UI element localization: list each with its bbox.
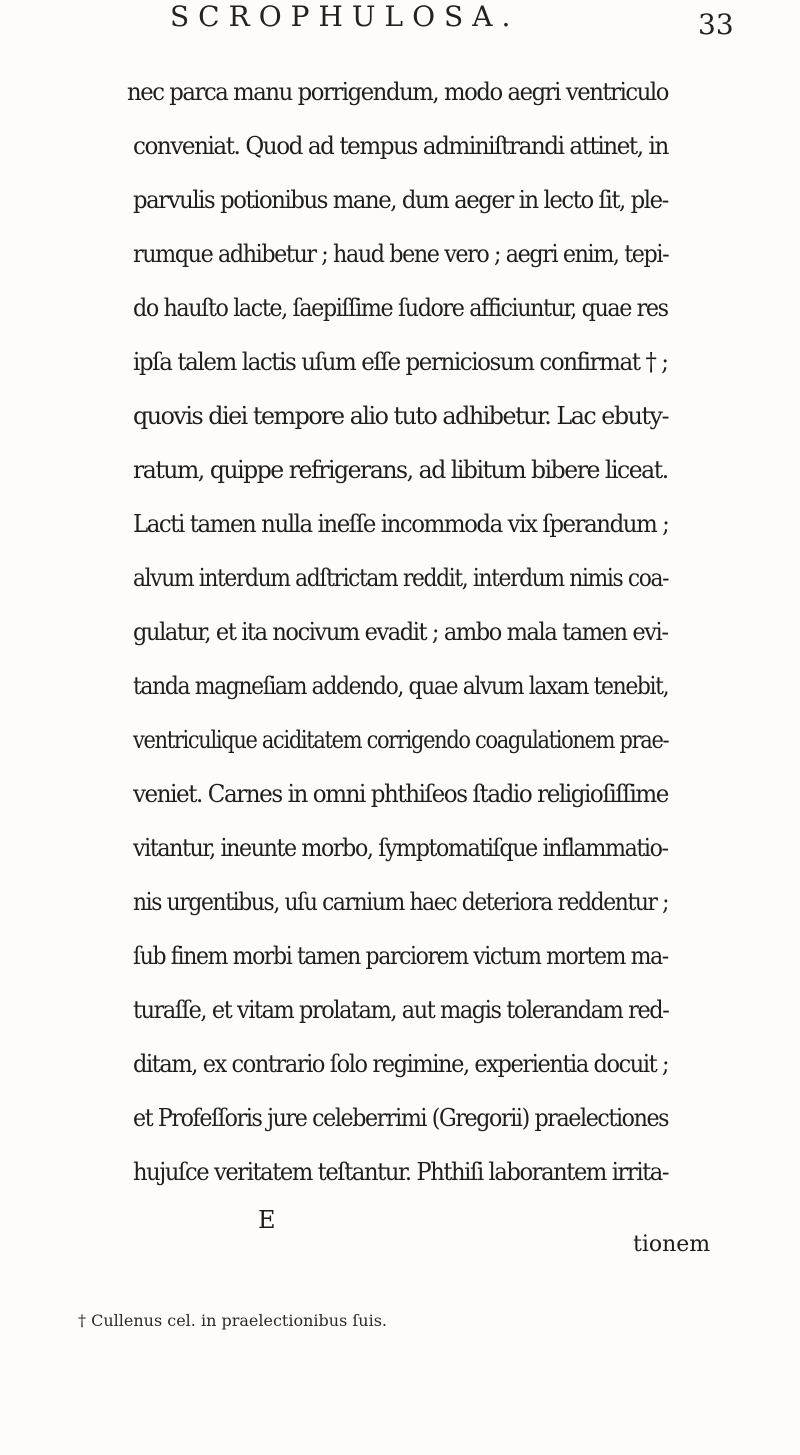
catchword: tionem <box>633 1232 711 1257</box>
text-line: veniet. Carnes in omni phthiſeos ſtadio religioſiſſime <box>133 780 668 808</box>
text-line: nec parca manu porrigendum, modo aegri ventriculo <box>127 78 668 106</box>
text-line: ipſa talem lactis uſum eſſe perniciosum confirmat † ; <box>133 348 668 376</box>
text-line: gulatur, et ita nocivum evadit ; ambo mala tamen evi- <box>133 618 668 646</box>
text-line: ratum, quippe refrigerans, ad libitum bibere liceat. <box>133 456 668 484</box>
text-line: nis urgentibus, uſu carnium haec deteriora reddentur ; <box>133 888 669 916</box>
text-line: rumque adhibetur ; haud bene vero ; aegri enim, tepi- <box>133 240 669 268</box>
text-line: et Profeſſoris jure celeberrimi (Gregorii) praelectiones <box>133 1104 669 1132</box>
signature-mark: E <box>258 1206 276 1234</box>
footnote: † Cullenus cel. in praelectionibus ſuis. <box>78 1311 387 1330</box>
text-line: hujuſce veritatem teſtantur. Phthiſi laborantem irrita- <box>133 1158 669 1186</box>
text-line: quovis diei tempore alio tuto adhibetur. Lac ebuty- <box>133 402 668 430</box>
text-line: vitantur, ineunte morbo, ſymptomatiſque inflammatio- <box>133 834 668 862</box>
running-head: SCROPHULOSA. <box>170 0 520 33</box>
text-line: ditam, ex contrario ſolo regimine, experientia docuit ; <box>133 1050 669 1078</box>
text-line: ſub finem morbi tamen parciorem victum mortem ma- <box>133 942 668 970</box>
text-line: turaſſe, et vitam prolatam, aut magis tolerandam red- <box>133 996 669 1024</box>
text-line: Lacti tamen nulla ineſſe incommoda vix ſperandum ; <box>133 510 669 538</box>
text-line: conveniat. Quod ad tempus adminiſtrandi attinet, in <box>133 132 668 160</box>
text-line: tanda magneſiam addendo, quae alvum laxam tenebit, <box>133 672 669 700</box>
text-line: do hauſto lacte, ſaepiſſime ſudore afficiuntur, quae res <box>133 294 668 322</box>
text-line: ventriculique aciditatem corrigendo coagulationem prae- <box>133 726 669 754</box>
page-number: 33 <box>698 8 734 41</box>
text-line: parvulis potionibus mane, dum aeger in lecto ſit, ple- <box>133 186 668 214</box>
text-line: alvum interdum adſtrictam reddit, interdum nimis coa- <box>133 564 669 592</box>
